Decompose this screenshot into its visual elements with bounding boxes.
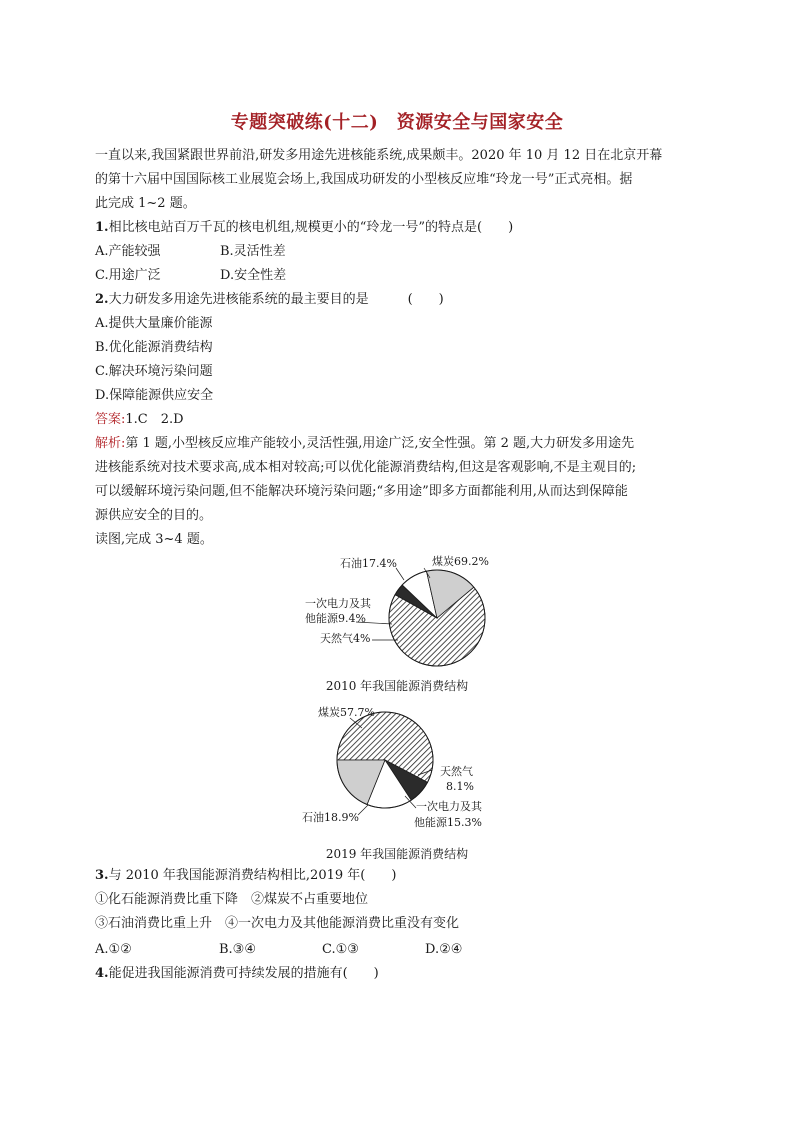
answer-label: 答案: bbox=[95, 412, 126, 427]
label-2010-electric-1: 一次电力及其 bbox=[305, 597, 371, 610]
question-4-number: 4. bbox=[95, 966, 109, 981]
label-2019-electric-1: 一次电力及其 bbox=[416, 800, 482, 813]
question-3-text: 与 2010 年我国能源消费结构相比,2019 年( ) bbox=[108, 868, 397, 883]
question-3-option-b: B.③④ bbox=[219, 942, 256, 957]
explanation-label: 解析: bbox=[95, 436, 126, 451]
chart-2019-caption: 2019 年我国能源消费结构 bbox=[325, 847, 469, 861]
question-1-option-b: B.灵活性差 bbox=[220, 244, 286, 259]
chart-2010-caption: 2010 年我国能源消费结构 bbox=[325, 679, 469, 693]
question-2-option-c: C.解决环境污染问题 bbox=[95, 364, 213, 379]
label-2019-gas-1: 天然气 bbox=[440, 765, 473, 778]
intro-line-3: 此完成 1~2 题。 bbox=[95, 196, 196, 211]
explanation-line-2: 进核能系统对技术要求高,成本相对较高;可以优化能源消费结构,但这是客观影响,不是主观目的; bbox=[95, 460, 637, 475]
explanation-text-1: 第 1 题,小型核反应堆产能较小,灵活性强,用途广泛,安全性强。第 2 题,大力研发多用途先 bbox=[125, 436, 635, 451]
label-2010-coal: 煤炭69.2% bbox=[432, 555, 489, 568]
question-3-option-c: C.①③ bbox=[322, 942, 359, 957]
question-1-text: 相比核电站百万千瓦的核电机组,规模更小的“玲龙一号”的特点是( ) bbox=[108, 220, 514, 235]
question-3-option-a: A.①② bbox=[95, 942, 132, 957]
label-2019-coal: 煤炭57.7% bbox=[318, 706, 375, 719]
pie-chart-2019 bbox=[337, 712, 433, 808]
question-4-stem bbox=[95, 966, 379, 982]
label-2019-gas-2: 8.1% bbox=[446, 780, 474, 793]
question-2-text: 大力研发多用途先进核能系统的最主要目的是 ( ) bbox=[108, 292, 444, 307]
question-4-text: 能促进我国能源消费可持续发展的措施有( ) bbox=[108, 966, 379, 981]
question-1-number: 1. bbox=[95, 220, 109, 235]
label-2010-electric-2: 他能源9.4% bbox=[305, 612, 366, 625]
question-2-option-d: D.保障能源供应安全 bbox=[95, 388, 214, 403]
explanation-line-4: 源供应安全的目的。 bbox=[95, 508, 213, 523]
question-2-number: 2. bbox=[95, 292, 109, 307]
intro-line-2: 的第十六届中国国际核工业展览会场上,我国成功研发的小型核反应堆“玲龙一号”正式亮相。据 bbox=[95, 172, 633, 187]
label-2010-gas: 天然气4% bbox=[320, 632, 371, 645]
question-3-statements-2: ③石油消费比重上升 ④一次电力及其他能源消费比重没有变化 bbox=[95, 916, 460, 931]
label-2019-electric-2: 他能源15.3% bbox=[414, 816, 482, 829]
intro-line-1: 一直以来,我国紧跟世界前沿,研发多用途先进核能系统,成果颇丰。2020 年 10 月 12 日在北京开幕 bbox=[95, 148, 663, 163]
question-3-option-d: D.②④ bbox=[425, 942, 463, 957]
question-2-option-b: B.优化能源消费结构 bbox=[95, 340, 213, 355]
question-3-number: 3. bbox=[95, 868, 109, 883]
pie-chart-2010 bbox=[389, 570, 485, 666]
question-3-stem bbox=[95, 868, 396, 884]
question-3-statements-1: ①化石能源消费比重下降 ②煤炭不占重要地位 bbox=[95, 892, 369, 907]
question-1-option-d: D.安全性差 bbox=[220, 268, 287, 283]
read-figure-prompt: 读图,完成 3~4 题。 bbox=[95, 532, 213, 547]
label-2019-oil: 石油18.9% bbox=[302, 811, 359, 824]
question-2-option-a: A.提供大量廉价能源 bbox=[95, 316, 213, 331]
question-1-option-c: C.用途广泛 bbox=[95, 268, 161, 283]
answer-text: 1.C 2.D bbox=[125, 412, 184, 427]
explanation-line-3: 可以缓解环境污染问题,但不能解决环境污染问题;“多用途”即多方面都能利用,从而达到保障能 bbox=[95, 484, 628, 499]
page-title: 专题突破练(十二) 资源安全与国家安全 bbox=[230, 112, 564, 133]
label-2010-oil: 石油17.4% bbox=[340, 557, 397, 570]
question-1-option-a: A.产能较强 bbox=[95, 244, 161, 259]
